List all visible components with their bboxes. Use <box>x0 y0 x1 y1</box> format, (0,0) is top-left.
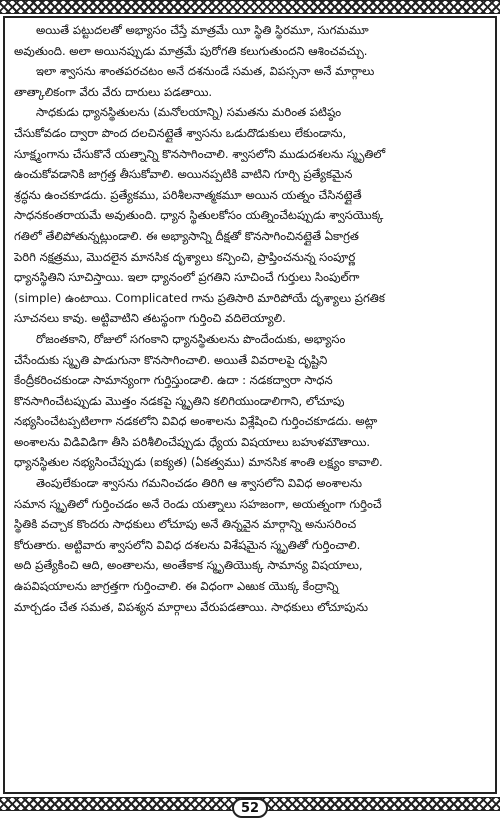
text-line: సూచనలు కావు. అట్టివాటిని తటస్థంగా గుర్తించి వదిలెయ్యాలి. <box>14 311 286 326</box>
text-line: గతిలో తేలిపోతున్నట్లుండాలి. ఈ అభ్యాసాన్ని దీక్షతో కొనసాగించినట్లైతే ఏకాగ్రత <box>14 228 359 243</box>
text-line: (simple) ఉంటాయి. Complicated గాను ప్రతిసారి మారిపోయే దృశ్యాలు ప్రగతిక <box>14 290 385 305</box>
text-line: పెరిగి నక్షత్రము, మొదలైన మానసిక దృశ్యాలు కన్పించి, ప్రాప్తించనున్న సంపూర్ణ <box>14 249 356 264</box>
text-line: అది ప్రత్యేకించి ఆది, అంతాలను, అంతేకాక స్మృతియొక్క సామాన్య విషయాలు, <box>14 558 363 573</box>
text-line: అంశాలను విడివిడిగా తీసి పరిశీలించేప్పుడు ధ్యేయ విషయాలు బహుళమౌతాయి. <box>14 434 371 449</box>
text-line: కేంద్రీకరించకుండా సామాన్యంగా గుర్తిస్తుండాలి. ఉదా : నడకద్వారా సాధన <box>14 373 333 388</box>
paragraph-1 <box>14 20 484 61</box>
text-line: సాధకుడు ధ్యానస్థితులను (మనోలయాన్ని) సమతను మరింత పటిష్ఠం <box>36 105 342 120</box>
text-line: అయితే పట్టుదలతో అభ్యాసం చేస్తే మాత్రమే యీ స్థితి స్థిరమూ, సుగమమూ <box>36 23 369 37</box>
text-line: రోజంతకాని, రోజులో సగంకాని ధ్యానస్థితులను పొందేందుకు, అభ్యాసం <box>36 331 346 346</box>
text-line: ఉపవిషయాలను జాగ్రత్తగా గుర్తించాలి. ఈ విధంగా ఎఱుక యొక్క కేంద్రాన్ని <box>14 579 339 594</box>
text-line: నభ్యసించేటప్పటిలాగా నడకలోని వివిధ అంశాలను విశ్లేషించి గుర్తించకూడదు. అట్లా <box>14 414 378 429</box>
paragraph-5 <box>14 473 484 617</box>
text-line: అవుతుంది. అలా అయినప్పుడు మాత్రమే పురోగతి కలుగుతుందని ఆశించవచ్చు. <box>14 43 368 58</box>
text-line: సమాన స్మృతిలో గుర్తించడం అనే రెండు యత్నాలు సహజంగా, అయత్నంగా గుర్తించే <box>14 496 382 511</box>
page-number-text: 52 <box>240 800 260 816</box>
text-line: తెంపులేకుండా శ్వాసను గమనించడం తిరిగి ఆ శ్వాసలోని వివిధ అంశాలను <box>36 476 363 491</box>
page-body <box>14 20 484 794</box>
text-line: స్థితికి వచ్చాక కొందరు సాధకులు లోచూపు అనే తిన్నవైన మార్గాన్ని అనుసరించ <box>14 517 357 532</box>
page-number <box>232 798 268 818</box>
text-line: సాధనకంతరాయమే అవుతుంది. ధ్యాన స్థితులకోసం యత్నించేటప్పుడు శ్వాసయొక్క <box>14 208 384 223</box>
text-line: కోరుతారు. అట్టివారు శ్వాసలోని వివిధ దశలను విశేషమైన స్మృతితో గుర్తించాలి. <box>14 537 361 552</box>
text-line: ఇలా శ్వాసను శాంతపరచటం అనే దశనుండే సమత, విపస్సనా అనే మార్గాలు <box>36 64 375 79</box>
text-line: ఉంచుకోవడానికి జాగ్రత్త తీసుకోవాలి. అయినప్పటికి వాటిని గూర్చి ప్రత్యేకమైన <box>14 167 353 182</box>
text-line: చేసుకోవడం ద్వారా పొంద దలచినట్లైతే శ్వాసను ఒడుదొడుకులు లేకుండాను, <box>14 125 347 140</box>
text-line: మార్చడం చేత సమత, విపశ్యన మార్గాలు వేరుపడతాయి. సాధకులు లోచూపును <box>14 599 369 614</box>
text-line: కొనసాగించేటప్పుడు మొత్తం నడకపై స్మృతిని కలిగియుండాలిగాని, లోచూపు <box>14 393 345 408</box>
text-line: చేసేందుకు స్మృతి పాడుగునా కొనసాగించాలి. అయితే వివరాలపై దృష్టిని <box>14 352 328 367</box>
top-decorative-border <box>0 0 500 14</box>
text-line: తాత్కాలికంగా వేరు వేరు దారులు పడతాయి. <box>14 84 213 99</box>
paragraph-2 <box>14 61 484 102</box>
paragraph-4 <box>14 329 484 473</box>
text-line: ధ్యానస్థితుల నభ్యసించేప్పుడు (ఐక్యత) (ఏకత్వము) మానసిక శాంతి లక్ష్యం కావాలి. <box>14 455 383 470</box>
paragraph-3 <box>14 102 484 329</box>
text-line: సూక్ష్మంగాను చేసుకొనే యత్నాన్ని కొనసాగించాలి. శ్వాసలోని ముడుదశలను స్మృతిలో <box>14 146 386 161</box>
text-line: శ్రద్ధను ఉంచకూడదు. ప్రత్యేకము, పరిశీలనాత్మకమూ అయిన యత్నం చేసినట్లైతే <box>14 187 362 202</box>
text-line: ధ్యానస్థితిని సూచిస్తాయి. ఇలా ధ్యానంలో ప్రగతిని సూచించే గుర్తులు సింపుల్‌గా <box>14 270 360 285</box>
